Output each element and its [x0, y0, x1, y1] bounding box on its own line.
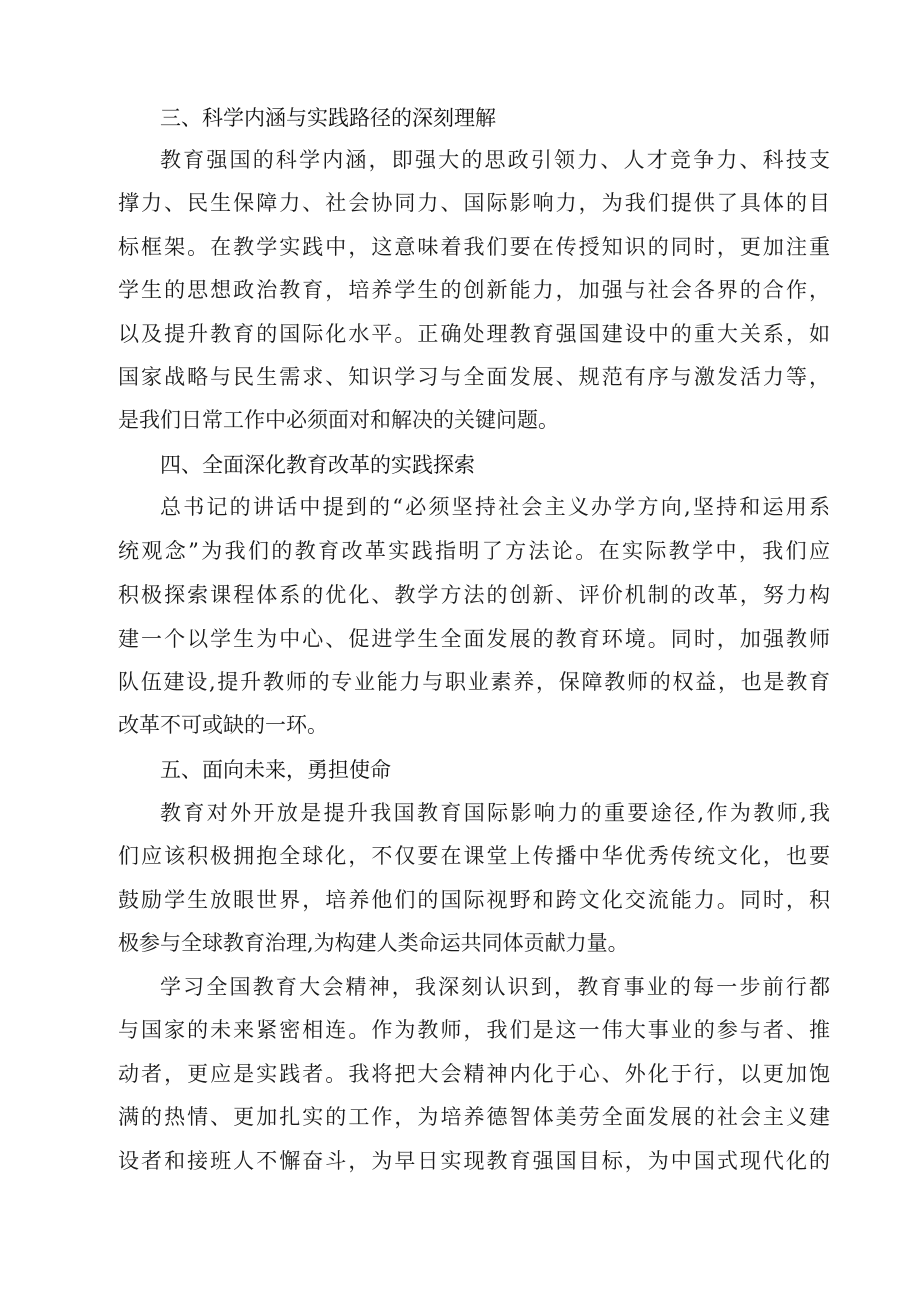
section-5-p2-line-3: 动者，更应是实践者。我将把大会精神内化于心、外化于行，以更加饱	[118, 1062, 830, 1086]
section-5-p1-line-2: 们应该积极拥抱全球化，不仅要在课堂上传播中华优秀传统文化，也要	[118, 844, 830, 868]
section-5-p2-line-2: 与国家的未来紧密相连。作为教师，我们是这一伟大事业的参与者、推	[118, 1018, 830, 1042]
section-3-line-4: 学生的思想政治教育，培养学生的创新能力，加强与社会各界的合作，	[118, 278, 830, 302]
section-4-line-1: 总书记的讲话中提到的“必须坚持社会主义办学方向,坚持和运用系	[160, 495, 830, 519]
section-5-p2-line-5: 设者和接班人不懈奋斗，为早日实现教育强国目标，为中国式现代化的	[118, 1149, 830, 1173]
section-3-line-6: 国家战略与民生需求、知识学习与全面发展、规范有序与激发活力等，	[118, 365, 830, 389]
section-5-p1-line-1: 教育对外开放是提升我国教育国际影响力的重要途径,作为教师,我	[160, 801, 830, 825]
section-3-line-3: 标框架。在教学实践中，这意味着我们要在传授知识的同时，更加注重	[118, 235, 830, 259]
section-4-line-5: 队伍建设,提升教师的专业能力与职业素养，保障教师的权益，也是教育	[118, 670, 830, 694]
section-5-p1-line-4: 极参与全球教育治理,为构建人类命运共同体贡献力量。	[118, 931, 629, 955]
section-5-p2-line-1: 学习全国教育大会精神，我深刻认识到，教育事业的每一步前行都	[160, 975, 830, 999]
section-4-line-6: 改革不可或缺的一环。	[118, 713, 328, 737]
section-5-heading: 五、面向未来，勇担使命	[160, 758, 391, 782]
section-4-heading: 四、全面深化教育改革的实践探索	[160, 453, 475, 477]
section-3-heading: 三、科学内涵与实践路径的深刻理解	[160, 106, 496, 130]
section-5-p2-line-4: 满的热情、更加扎实的工作，为培养德智体美劳全面发展的社会主义建	[118, 1105, 830, 1129]
section-3-line-1: 教育强国的科学内涵，即强大的思政引领力、人才竞争力、科技支	[160, 148, 830, 172]
section-3-line-2: 撑力、民生保障力、社会协同力、国际影响力，为我们提供了具体的目	[118, 191, 830, 215]
section-3-line-5: 以及提升教育的国际化水平。正确处理教育强国建设中的重大关系，如	[118, 322, 830, 346]
section-4-line-2: 统观念”为我们的教育改革实践指明了方法论。在实际教学中，我们应	[118, 539, 830, 563]
section-3-line-7: 是我们日常工作中必须面对和解决的关键问题。	[118, 408, 559, 432]
section-5-p1-line-3: 鼓励学生放眼世界，培养他们的国际视野和跨文化交流能力。同时，积	[118, 888, 830, 912]
section-4-line-3: 积极探索课程体系的优化、教学方法的创新、评价机制的改革，努力构	[118, 583, 830, 607]
section-4-line-4: 建一个以学生为中心、促进学生全面发展的教育环境。同时，加强教师	[118, 627, 830, 651]
